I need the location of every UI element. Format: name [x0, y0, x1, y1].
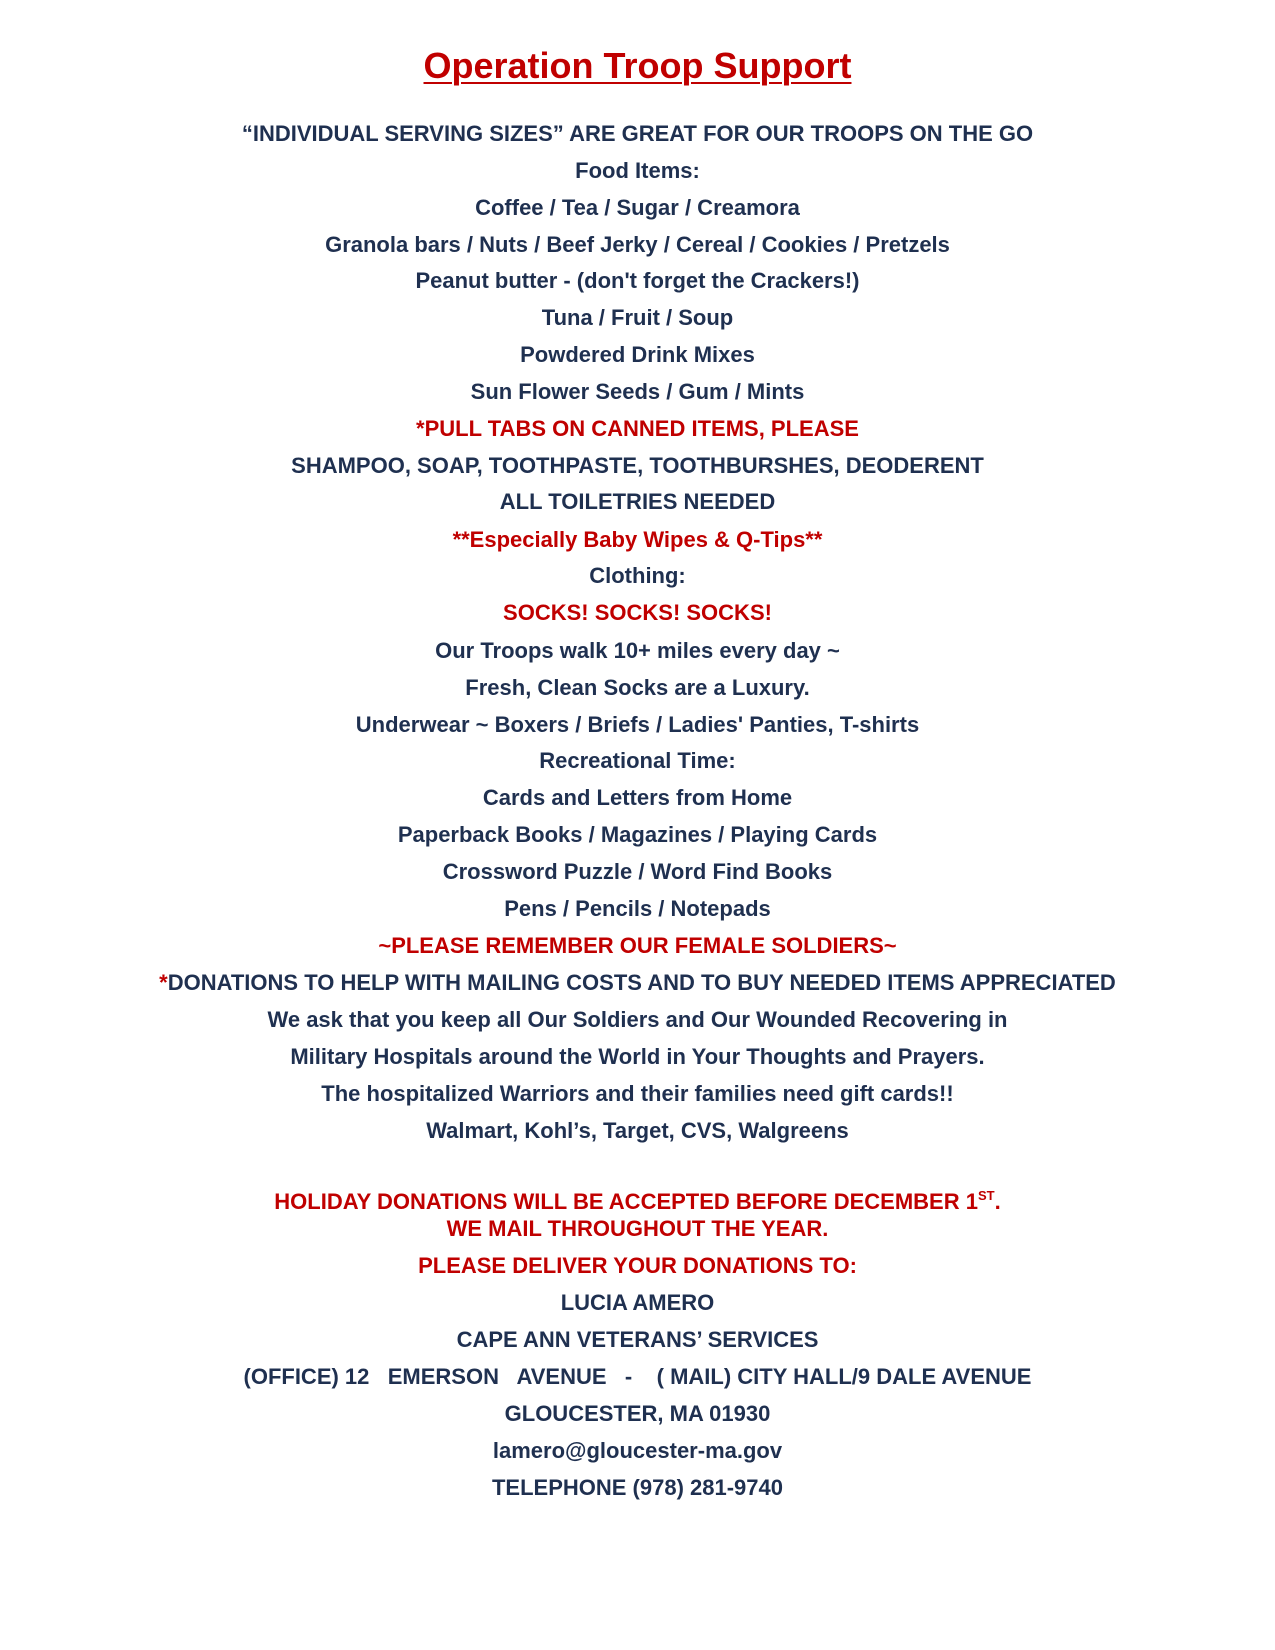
holiday-deadline: [0, 1188, 1275, 1216]
recreation-line: Paperback Books / Magazines / Playing Cards: [397, 822, 878, 847]
food-heading: Food Items:: [575, 158, 700, 183]
contact-email[interactable]: lamero@gloucester-ma.gov: [492, 1438, 783, 1463]
food-item-line: Tuna / Fruit / Soup: [541, 305, 734, 330]
baby-wipes-note: **Especially Baby Wipes & Q-Tips**: [452, 527, 823, 552]
clothing-line: Our Troops walk 10+ miles every day ~: [435, 638, 840, 663]
food-item-line: Powdered Drink Mixes: [520, 342, 755, 367]
intro-line: “INDIVIDUAL SERVING SIZES” ARE GREAT FOR OUR TROOPS ON THE GO: [241, 121, 1034, 146]
food-item-line: Coffee / Tea / Sugar / Creamora: [475, 195, 800, 220]
food-item-line: Sun Flower Seeds / Gum / Mints: [470, 379, 805, 404]
prayer-line: We ask that you keep all Our Soldiers and Our Wounded Recovering in: [267, 1007, 1008, 1032]
recreation-line: Pens / Pencils / Notepads: [504, 896, 771, 921]
gift-card-stores: Walmart, Kohl’s, Target, CVS, Walgreens: [426, 1118, 849, 1143]
food-item-line: Peanut butter - (don't forget the Crackers!): [415, 268, 860, 293]
recreation-line: Cards and Letters from Home: [482, 785, 793, 810]
contact-address: (OFFICE) 12 EMERSON AVENUE - ( MAIL) CITY HALL/9 DALE AVENUE: [243, 1364, 1032, 1389]
contact-telephone: TELEPHONE (978) 281-9740: [491, 1475, 784, 1500]
mail-year-note: WE MAIL THROUGHOUT THE YEAR.: [446, 1216, 829, 1241]
gift-cards-line: The hospitalized Warriors and their families need gift cards!!: [321, 1081, 954, 1106]
clothing-line: Fresh, Clean Socks are a Luxury.: [465, 675, 810, 700]
contact-name: LUCIA AMERO: [560, 1290, 715, 1315]
holiday-superscript: ST: [977, 1188, 995, 1203]
pull-tabs-note: *PULL TABS ON CANNED ITEMS, PLEASE: [416, 416, 859, 441]
donations-line: [0, 969, 1275, 997]
contact-city: GLOUCESTER, MA 01930: [504, 1401, 771, 1426]
clothing-line: Underwear ~ Boxers / Briefs / Ladies' Panties, T-shirts: [355, 712, 920, 737]
prayer-line: Military Hospitals around the World in Your Thoughts and Prayers.: [290, 1044, 985, 1069]
toiletries-needed: ALL TOILETRIES NEEDED: [499, 489, 776, 514]
recreation-line: Crossword Puzzle / Word Find Books: [442, 859, 833, 884]
clothing-heading: Clothing:: [589, 563, 686, 588]
recreation-heading: Recreational Time:: [539, 748, 736, 773]
contact-organization: CAPE ANN VETERANS’ SERVICES: [456, 1327, 819, 1352]
holiday-text: HOLIDAY DONATIONS WILL BE ACCEPTED BEFORE DECEMBER 1: [274, 1189, 978, 1214]
deliver-heading: PLEASE DELIVER YOUR DONATIONS TO:: [418, 1253, 857, 1278]
socks-callout: SOCKS! SOCKS! SOCKS!: [503, 600, 772, 625]
food-item-line: Granola bars / Nuts / Beef Jerky / Cereal / Cookies / Pretzels: [325, 232, 950, 257]
donations-asterisk: *: [159, 970, 168, 995]
donations-text: DONATIONS TO HELP WITH MAILING COSTS AND TO BUY NEEDED ITEMS APPRECIATED: [167, 970, 1116, 995]
holiday-period: .: [994, 1189, 1001, 1214]
female-soldiers-note: ~PLEASE REMEMBER OUR FEMALE SOLDIERS~: [378, 933, 897, 958]
toiletries-line: SHAMPOO, SOAP, TOOTHPASTE, TOOTHBURSHES, DEODERENT: [291, 453, 984, 478]
page-title: Operation Troop Support: [423, 45, 852, 86]
